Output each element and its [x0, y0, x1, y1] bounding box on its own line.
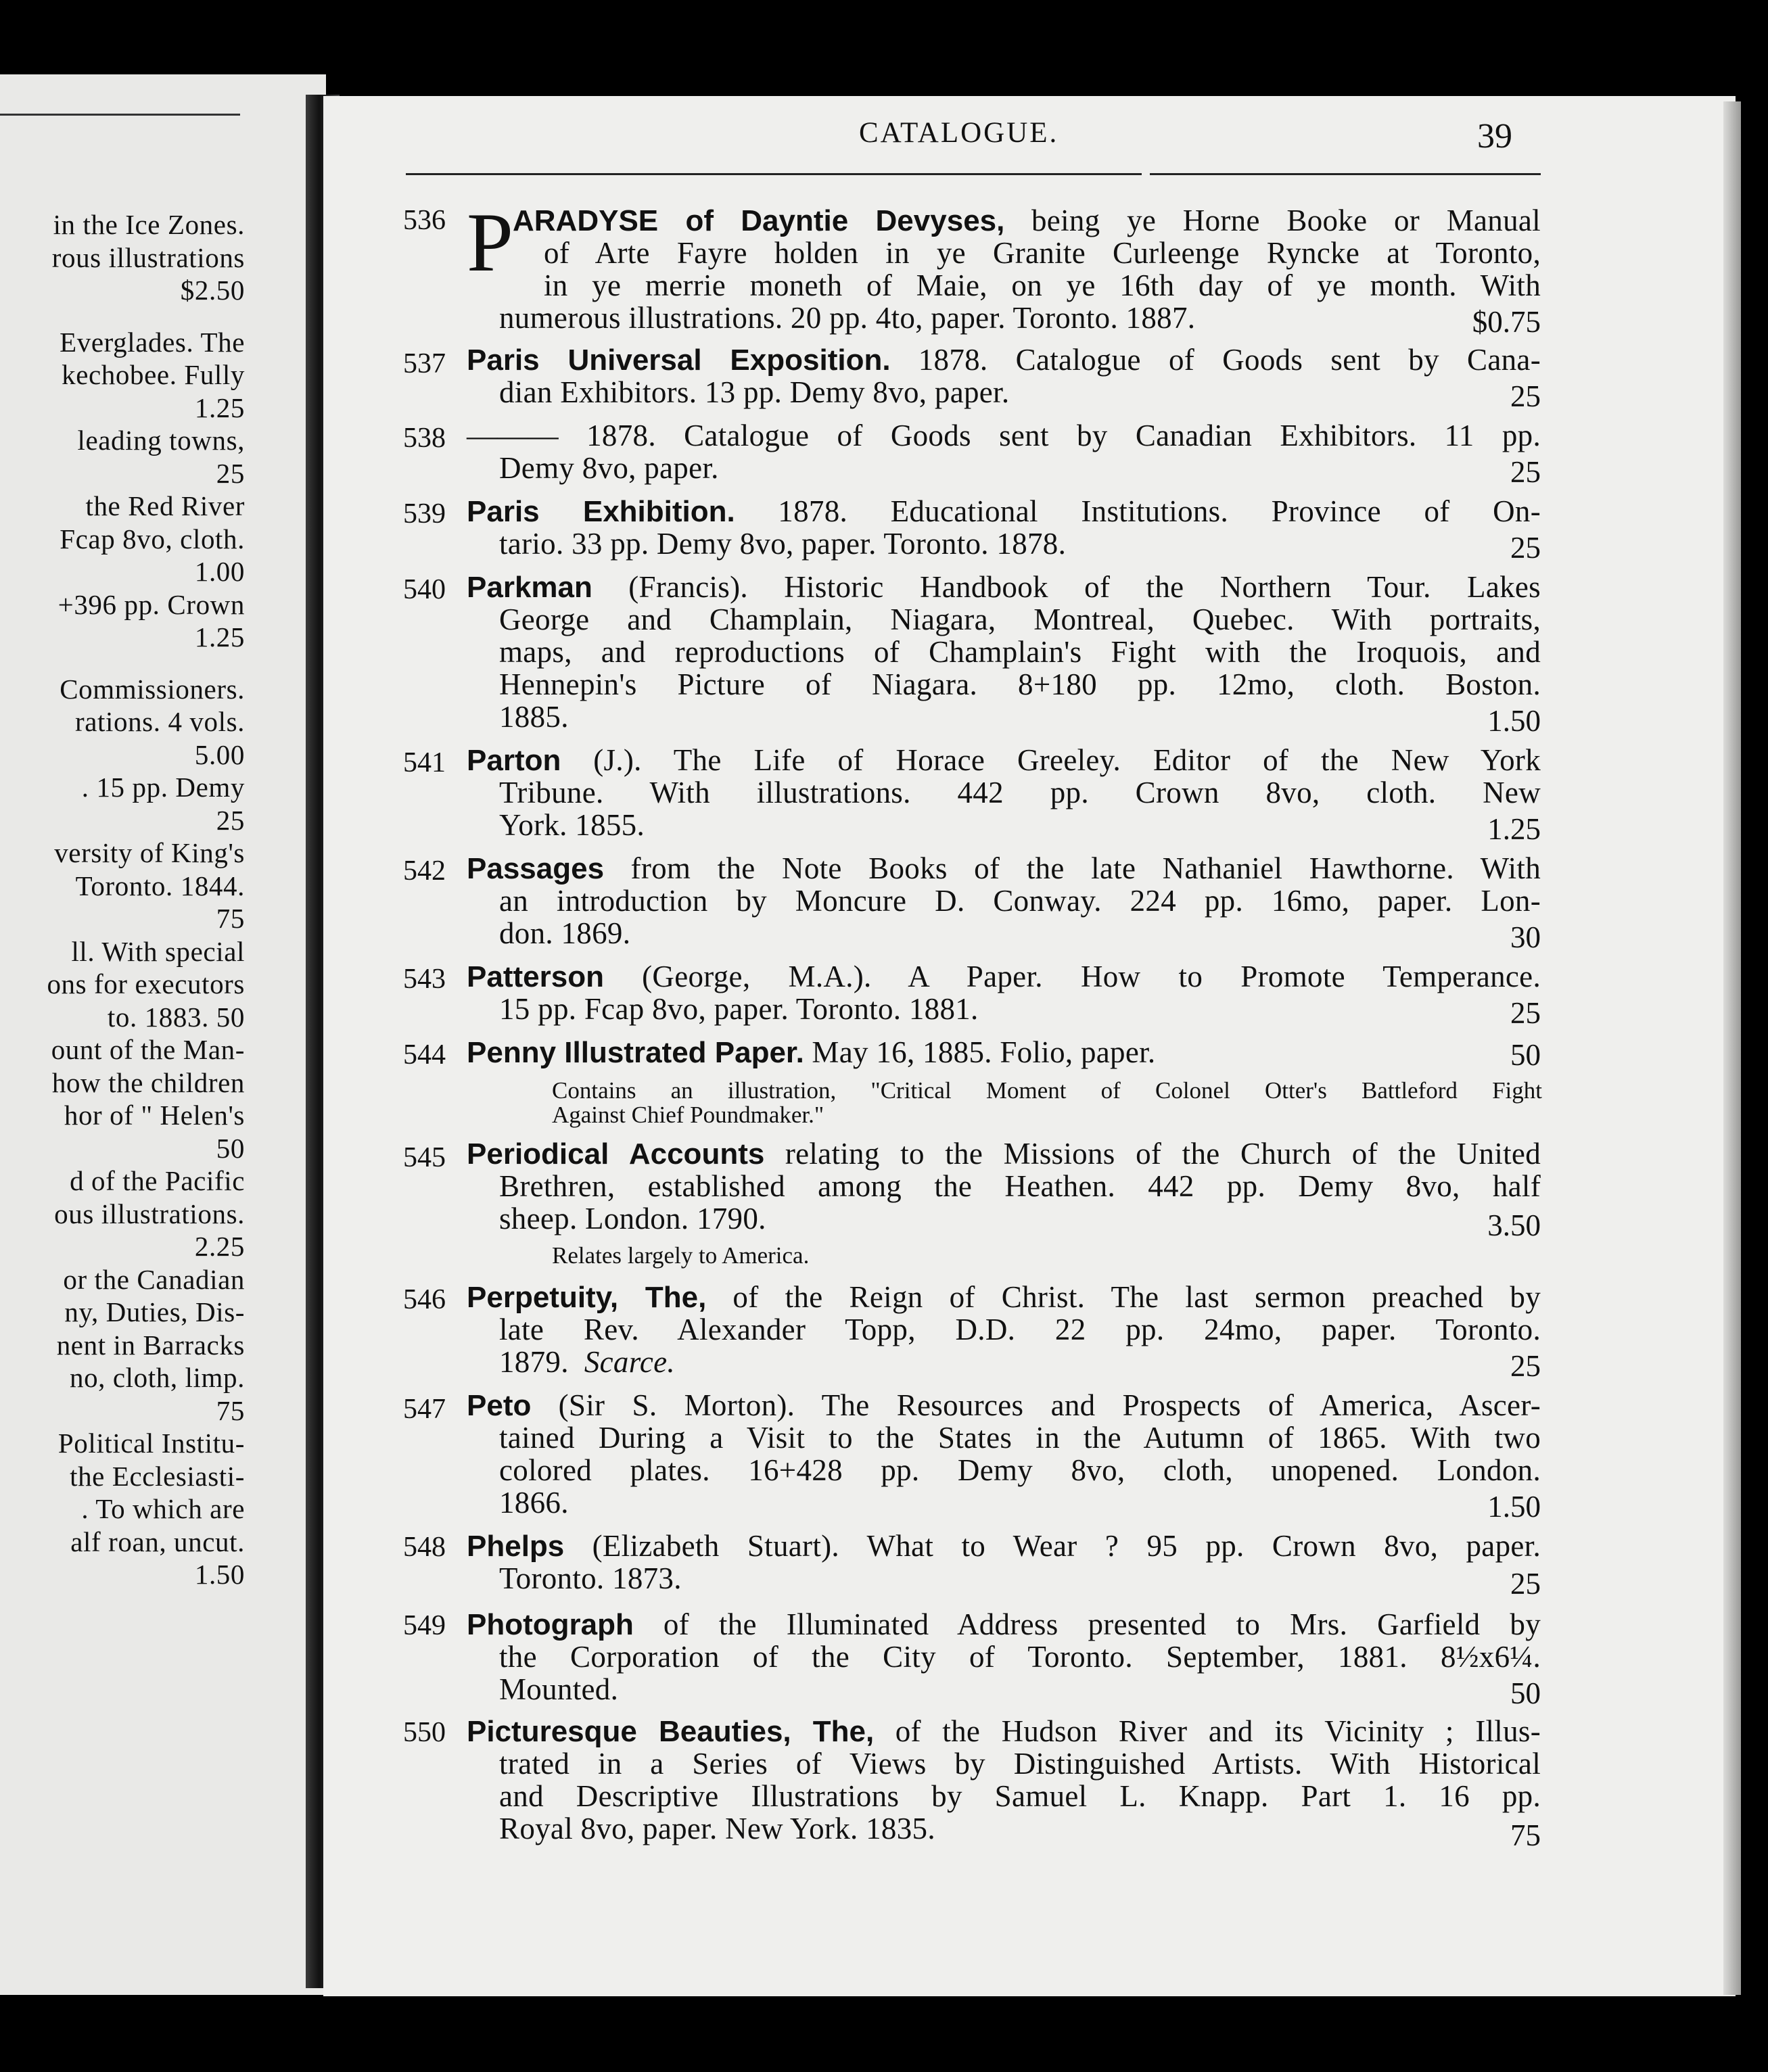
entry-line: tario. 33 pp. Demy 8vo, paper. Toronto. 1878.: [499, 527, 1067, 561]
left-page-line: hor of " Helen's: [64, 1100, 245, 1131]
left-page-line: the Ecclesiasti-: [70, 1460, 245, 1492]
left-page-line: ny, Duties, Dis-: [64, 1296, 245, 1327]
page-edge: [1723, 101, 1741, 1995]
entry-line: Phelps (Elizabeth Stuart). What to Wear ? 95 pp. Crown 8vo, paper.: [467, 1529, 1541, 1563]
entry-line: Parkman (Francis). Historic Handbook of the Northern Tour. Lakes: [467, 570, 1541, 604]
entry-line: Brethren, established among the Heathen. 442 pp. Demy 8vo, half: [499, 1169, 1541, 1203]
entry-price: 1.50: [1487, 1490, 1541, 1524]
entry-heading: Picturesque Beauties, The,: [467, 1715, 875, 1748]
scarcity-note: Scarce.: [584, 1345, 675, 1379]
left-page-line: Toronto. 1844.: [75, 870, 245, 901]
left-page-line: 1.00: [194, 556, 245, 587]
left-page-line: 75: [216, 903, 245, 934]
left-page-line: 5.00: [194, 738, 245, 770]
left-page-line: +396 pp. Crown: [57, 588, 245, 620]
left-page-line: 25: [216, 457, 245, 489]
entry-number: 544: [403, 1039, 446, 1070]
entry-line: Perpetuity, The, of the Reign of Christ. The last sermon preached by: [467, 1280, 1541, 1314]
entry-note: Contains an illustration, "Critical Moment of Colonel Otter's Battleford Fight: [552, 1077, 1542, 1104]
entry-number: 541: [403, 747, 446, 778]
entry-number: 539: [403, 498, 446, 529]
left-page-line: Everglades. The: [60, 326, 245, 358]
left-page-line: $2.50: [180, 275, 245, 306]
left-page-line: ons for executors: [47, 968, 245, 999]
left-page-line: rous illustrations: [51, 241, 245, 273]
entry-line: Parton (J.). The Life of Horace Greeley. Editor of the New York: [467, 743, 1541, 777]
left-page-line: . To which are: [81, 1493, 245, 1524]
entry-number: 546: [403, 1284, 446, 1315]
entry-line: tained During a Visit to the States in the Autumn of 1865. With two: [499, 1421, 1541, 1455]
entry-line: ——— 1878. Catalogue of Goods sent by Canadian Exhibitors. 11 pp.: [467, 419, 1541, 452]
left-page-line: ount of the Man-: [51, 1034, 245, 1065]
entry-number: 549: [403, 1610, 446, 1641]
left-page-line: kechobee. Fully: [62, 359, 245, 390]
entry-line: Passages from the Note Books of the late Nathaniel Hawthorne. With: [467, 851, 1541, 885]
left-page-line: 25: [216, 804, 245, 836]
entry-line: George and Champlain, Niagara, Montreal, Quebec. With portraits,: [499, 603, 1541, 636]
left-page-line: rations. 4 vols.: [74, 706, 245, 737]
entry-line: 1879. Scarce.: [499, 1345, 675, 1379]
entry-line: Peto (Sir S. Morton). The Resources and Prospects of America, Ascer-: [467, 1388, 1541, 1422]
left-page-line: to. 1883. 50: [107, 1001, 245, 1033]
left-page-line: 75: [216, 1394, 245, 1426]
left-page-line: 1.25: [194, 392, 245, 423]
entry-price: $0.75: [1472, 305, 1541, 339]
left-page-line: 2.25: [194, 1231, 245, 1262]
entry-line: maps, and reproductions of Champlain's Fight with the Iroquois, and: [499, 635, 1541, 669]
left-page-line: versity of King's: [54, 837, 245, 868]
entry-line: the Corporation of the City of Toronto. September, 1881. 8½x6¼.: [499, 1640, 1541, 1674]
entry-price: 1.50: [1487, 704, 1541, 738]
entry-line: Patterson (George, M.A.). A Paper. How to Promote Temperance.: [467, 960, 1541, 993]
entry-line: Paris Universal Exposition. 1878. Catalogue of Goods sent by Cana-: [467, 343, 1541, 377]
entry-line: 1885.: [499, 700, 569, 734]
entry-line: 15 pp. Fcap 8vo, paper. Toronto. 1881.: [499, 992, 979, 1026]
entry-note: Against Chief Poundmaker.": [552, 1102, 824, 1128]
running-title: CATALOGUE.: [859, 117, 1059, 149]
entry-line: an introduction by Moncure D. Conway. 224 pp. 16mo, paper. Lon-: [499, 884, 1541, 918]
entry-price: 25: [1510, 379, 1541, 413]
left-page-line: 1.25: [194, 621, 245, 653]
left-page-line: ous illustrations.: [54, 1198, 245, 1229]
page-number: 39: [1477, 117, 1512, 156]
left-page-line: how the children: [51, 1066, 245, 1098]
entry-price: 30: [1510, 920, 1541, 954]
left-page-line: 1.50: [194, 1559, 245, 1590]
entry-number: 548: [403, 1532, 446, 1563]
entry-heading: Photograph: [467, 1608, 634, 1641]
left-page-line: d of the Pacific: [70, 1165, 245, 1196]
entry-number: 550: [403, 1717, 446, 1748]
entry-price: 50: [1510, 1038, 1541, 1072]
entry-number: 540: [403, 574, 446, 605]
entry-line: Hennepin's Picture of Niagara. 8+180 pp. 12mo, cloth. Boston.: [499, 667, 1541, 701]
entry-line: sheep. London. 1790.: [499, 1202, 766, 1235]
entry-heading: Paris Universal Exposition.: [467, 344, 891, 377]
entry-line: of Arte Fayre holden in ye Granite Curleenge Ryncke at Toronto,: [544, 236, 1541, 270]
left-page-line: in the Ice Zones.: [53, 209, 245, 240]
entry-price: 50: [1510, 1676, 1541, 1710]
entry-line: 1866.: [499, 1486, 569, 1520]
drop-cap: P: [467, 196, 513, 289]
entry-line: Picturesque Beauties, The, of the Hudson River and its Vicinity ; Illus-: [467, 1714, 1541, 1748]
entry-heading: Parkman: [467, 571, 592, 604]
entry-heading: Peto: [467, 1389, 532, 1422]
left-page-line: Political Institu-: [57, 1428, 245, 1459]
entry-number: 536: [403, 205, 446, 236]
entry-heading: Periodical Accounts: [467, 1137, 765, 1171]
entry-number: 537: [403, 348, 446, 379]
entry-price: 25: [1510, 1349, 1541, 1383]
entry-price: 25: [1510, 1567, 1541, 1601]
entry-number: 545: [403, 1142, 446, 1173]
entry-number: 543: [403, 964, 446, 995]
entry-line: Royal 8vo, paper. New York. 1835.: [499, 1812, 935, 1845]
left-page-line: alf roan, uncut.: [70, 1526, 245, 1557]
left-page-line: no, cloth, limp.: [69, 1362, 245, 1393]
left-page-line: leading towns,: [77, 425, 245, 456]
entry-heading: Penny Illustrated Paper.: [467, 1036, 804, 1069]
entry-line: Photograph of the Illuminated Address presented to Mrs. Garfield by: [467, 1607, 1541, 1641]
left-page-line: or the Canadian: [63, 1263, 245, 1295]
entry-line: Demy 8vo, paper.: [499, 451, 719, 485]
entry-line: in ye merrie moneth of Maie, on ye 16th day of ye month. With: [544, 268, 1541, 302]
header-rule: [406, 173, 1142, 175]
left-page-line: 50: [216, 1132, 245, 1164]
entry-line: Toronto. 1873.: [499, 1561, 682, 1595]
entry-line: ARADYSE of Dayntie Devyses, being ye Horne Booke or Manual: [513, 204, 1541, 237]
entry-price: 25: [1510, 996, 1541, 1030]
left-page-line: nent in Barracks: [56, 1329, 245, 1361]
entry-price: 75: [1510, 1818, 1541, 1852]
entry-line: colored plates. 16+428 pp. Demy 8vo, cloth, unopened. London.: [499, 1453, 1541, 1487]
entry-line: Tribune. With illustrations. 442 pp. Crown 8vo, cloth. New: [499, 776, 1541, 809]
entry-price: 25: [1510, 531, 1541, 565]
left-page-line: Fcap 8vo, cloth.: [60, 523, 245, 555]
left-page-line: . 15 pp. Demy: [81, 772, 245, 803]
left-page-line: Commissioners.: [60, 673, 245, 705]
entry-price: 1.25: [1487, 812, 1541, 846]
entry-heading: ARADYSE of Dayntie Devyses,: [513, 204, 1005, 237]
entry-note: Relates largely to America.: [552, 1242, 810, 1269]
entry-line: York. 1855.: [499, 808, 645, 842]
left-page-line: the Red River: [85, 490, 245, 521]
entry-heading: Paris Exhibition.: [467, 495, 735, 528]
left-page-rule: [0, 114, 240, 116]
entry-heading: Parton: [467, 744, 561, 777]
entry-number: 538: [403, 423, 446, 454]
entry-heading: Patterson: [467, 960, 604, 993]
entry-line: don. 1869.: [499, 916, 631, 950]
entry-line: Mounted.: [499, 1672, 619, 1706]
entry-heading: Phelps: [467, 1530, 565, 1563]
entry-line: Penny Illustrated Paper. May 16, 1885. Folio, paper.: [467, 1035, 1156, 1069]
entry-line: and Descriptive Illustrations by Samuel L. Knapp. Part 1. 16 pp.: [499, 1779, 1541, 1813]
header-rule: [1150, 173, 1541, 175]
entry-heading: Perpetuity, The,: [467, 1281, 707, 1314]
left-page-line: ll. With special: [71, 935, 245, 967]
entry-line: dian Exhibitors. 13 pp. Demy 8vo, paper.: [499, 375, 1010, 409]
entry-line: numerous illustrations. 20 pp. 4to, paper. Toronto. 1887.: [499, 301, 1196, 335]
entry-line: Paris Exhibition. 1878. Educational Institutions. Province of On-: [467, 494, 1541, 528]
entry-heading: Passages: [467, 852, 605, 885]
entry-number: 547: [403, 1394, 446, 1425]
entry-price: 25: [1510, 455, 1541, 489]
entry-line: late Rev. Alexander Topp, D.D. 22 pp. 24mo, paper. Toronto.: [499, 1313, 1541, 1346]
entry-price: 3.50: [1487, 1208, 1541, 1242]
entry-line: trated in a Series of Views by Distinguished Artists. With Historical: [499, 1747, 1541, 1781]
entry-line: Periodical Accounts relating to the Missions of the Church of the United: [467, 1137, 1541, 1171]
entry-number: 542: [403, 855, 446, 887]
